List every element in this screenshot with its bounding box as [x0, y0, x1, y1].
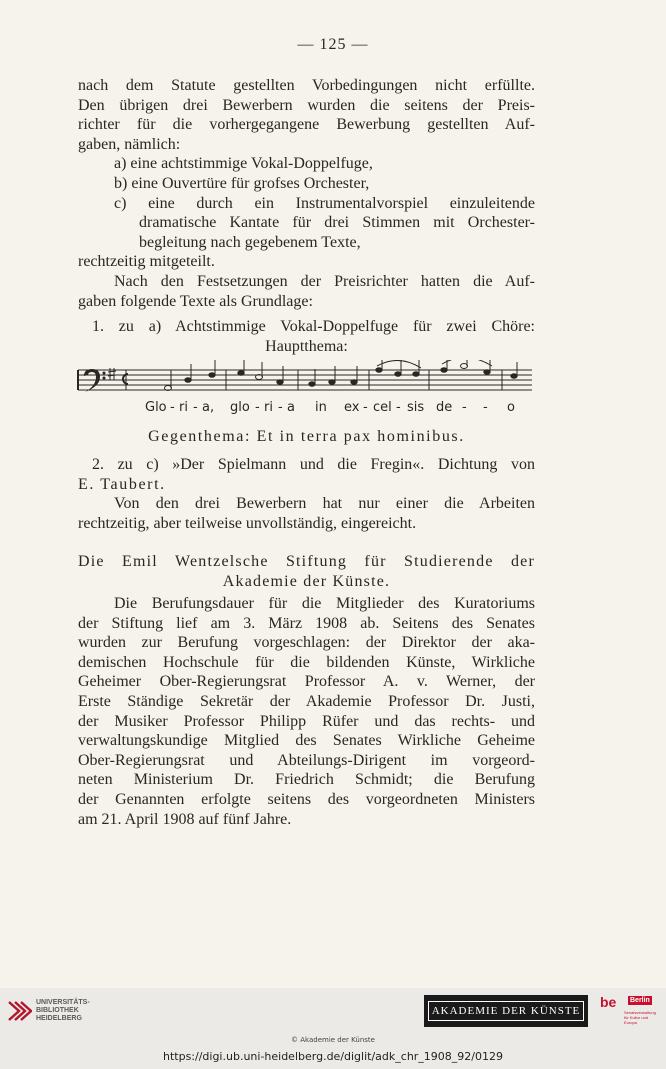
lyric-syllable: - [170, 400, 175, 415]
text-line: wurden zur Berufung vorgeschlagen: der Direktor der aka- [78, 634, 535, 652]
copyright-notice: © Akademie der Künste [291, 1036, 375, 1044]
text-line: verwaltungskundige Mitglied des Senates Wirkliche Geheime [78, 732, 535, 750]
text-line: der Stiftung lief am 3. März 1908 ab. Seitens des Senates [78, 614, 535, 632]
text-line: Den übrigen drei Bewerbern wurden die seitens der Preis- [78, 96, 535, 114]
lyric-syllable: ri [179, 400, 188, 415]
item-2-line: E. Taubert. [78, 475, 166, 493]
paragraph-intro [78, 76, 535, 311]
gegenthema-line: Gegenthema: Et in terra pax hominibus. [148, 428, 465, 445]
text-line: demischen Hochschule für die bildenden Künste, Wirkliche [78, 653, 535, 671]
lyric-syllable: a, [202, 400, 215, 415]
heading-line: Die Emil Wentzelsche Stiftung für Studierende der [78, 553, 535, 570]
text-line: nach dem Statute gestellten Vorbedingungen nicht erfüllte. [78, 77, 535, 94]
text-line: gaben folgende Texte als Grundlage: [78, 292, 313, 310]
lyric-syllable: Glo [145, 400, 167, 415]
text-line: gaben, nämlich: [78, 135, 181, 153]
page-number: — 125 — [297, 36, 369, 53]
heidelberg-library-logo[interactable] [6, 996, 90, 1026]
text-line: der Genannten erfolgte seitens des vorgeordneten Ministers [78, 790, 535, 808]
akademie-logo-text: AKADEMIE DER KÜNSTE [428, 1001, 584, 1021]
task-c-line3: begleitung nach gegebenem Texte, [139, 233, 361, 251]
text-line: Von den drei Bewerbern hat nur einer die Arbeiten [114, 495, 535, 513]
task-c: c) eine durch ein Instrumentalvorspiel einzuleitende [114, 194, 535, 212]
lyric-syllable: sis [407, 400, 425, 415]
item-1-line: 1. zu a) Achtstimmige Vokal-Doppelfuge für zwei Chöre: [92, 318, 535, 335]
task-c-line2: dramatische Kantate für drei Stimmen mit Orchester- [139, 214, 535, 232]
gegenthema [78, 427, 535, 447]
lyric-syllable: a [287, 400, 295, 415]
lyric-syllable: cel [373, 400, 392, 415]
library-name-line: HEIDELBERG [36, 1015, 82, 1022]
library-name-line: UNIVERSITÄTS- [36, 999, 90, 1006]
berlin-tag: Berlin [630, 997, 650, 1004]
lyric-syllable: - [278, 400, 283, 415]
lyric-syllable: - [462, 400, 467, 415]
task-b: b) eine Ouvertüre für grofses Orchester, [114, 174, 370, 192]
paragraph-foundation [78, 594, 535, 829]
text-line: am 21. April 1908 auf fünf Jahre. [78, 810, 292, 828]
text-line: Geheimer Ober-Regierungsrat Professor A. v. Werner, der [78, 673, 535, 691]
lyric-syllable: ri [264, 400, 273, 415]
text-line: richter für die vorhergegangene Bewerbung gestellten Auf- [78, 116, 535, 134]
text-line: Erste Ständige Sekretär der Akademie Professor Dr. Justi, [78, 692, 535, 710]
lyric-syllable: de [436, 400, 453, 415]
lyric-syllable: - [193, 400, 198, 415]
hauptthema-label: Hauptthema: [265, 337, 348, 355]
library-name-line: BIBLIOTHEK [36, 1007, 79, 1014]
text-line: Ober-Regierungsrat und Abteilungs-Dirigent im vorgeord- [78, 751, 535, 769]
berlin-senate-logo[interactable] [600, 994, 658, 1028]
lyric-syllable: - [255, 400, 260, 415]
akademie-logo[interactable] [424, 995, 588, 1027]
task-a: a) eine achtstimmige Vokal-Doppelfuge, [114, 155, 373, 173]
text-line: rechtzeitig mitgeteilt. [78, 253, 215, 271]
lyric-syllable: - [396, 400, 401, 415]
lyric-syllable: - [483, 400, 488, 415]
section-heading [78, 552, 535, 592]
library-name [36, 999, 90, 1023]
heading-line: Akademie der Künste. [222, 573, 391, 590]
text-line: neten Ministerium Dr. Friedrich Schmidt; die Berufung [78, 771, 535, 789]
music-staff [76, 360, 536, 400]
lyric-syllable: ex [344, 400, 360, 415]
item-2 [78, 455, 535, 533]
lyric-syllable: o [507, 400, 515, 415]
text-line: Die Berufungsdauer für die Mitglieder des Kuratoriums [114, 595, 535, 612]
library-emblem-icon [6, 996, 32, 1026]
lyric-syllable: - [363, 400, 368, 415]
permalink-url[interactable]: https://digi.ub.uni-heidelberg.de/diglit/adk_chr_1908_92/0129 [162, 1050, 504, 1063]
text-line: der Musiker Professor Philipp Rüfer und das rechts- und [78, 712, 535, 730]
text-line: Nach den Festsetzungen der Preisrichter hatten die Auf- [114, 272, 535, 290]
text-line: rechtzeitig, aber teilweise unvollständig, eingereicht. [78, 514, 417, 532]
lyric-syllable: in [315, 400, 327, 415]
item-1 [78, 317, 535, 356]
berlin-subtitle: Senatsverwaltung für Kultur und Europa [624, 1010, 656, 1025]
berlin-be-mark: be [600, 994, 617, 1010]
lyric-syllable: glo [230, 400, 250, 415]
item-2-line: 2. zu c) »Der Spielmann und die Fregin«. Dichtung von [92, 456, 535, 473]
